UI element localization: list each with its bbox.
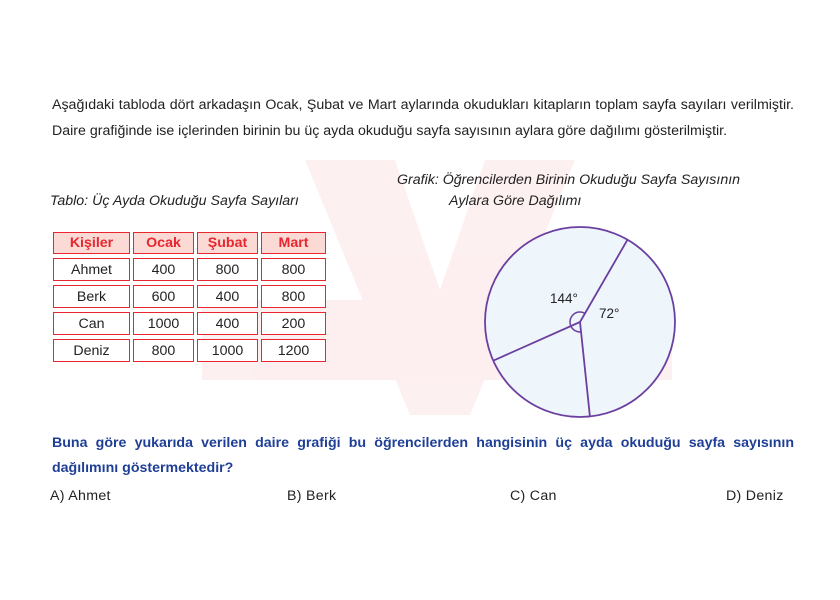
table-cell: 800: [197, 258, 258, 281]
pie-label: 72°: [599, 306, 620, 321]
table-cell: 800: [261, 258, 326, 281]
header-subat: Şubat: [197, 232, 258, 254]
header-mart: Mart: [261, 232, 326, 254]
table-cell: 200: [261, 312, 326, 335]
chart-caption-line2: Aylara Göre Dağılımı: [449, 193, 582, 209]
reading-table: [50, 228, 329, 366]
table-cell: 1000: [133, 312, 194, 335]
table-cell: Deniz: [53, 339, 130, 362]
table-cell: Can: [53, 312, 130, 335]
table-row: [53, 339, 326, 362]
pie-chart: [480, 218, 680, 418]
table-cell: 400: [197, 285, 258, 308]
table-cell: Ahmet: [53, 258, 130, 281]
table-cell: 1000: [197, 339, 258, 362]
table-cell: 600: [133, 285, 194, 308]
header-kisiler: Kişiler: [53, 232, 130, 254]
question-text: Buna göre yukarıda verilen daire grafiği bu öğrencilerden hangisinin üç ayda okuduğu sayfa sayısının dağılımını göstermektedir?: [52, 435, 794, 476]
option-b[interactable]: B) Berk: [287, 488, 337, 504]
pie-label: 144°: [550, 291, 578, 306]
option-d[interactable]: D) Deniz: [726, 488, 784, 504]
table-cell: 400: [197, 312, 258, 335]
option-a[interactable]: A) Ahmet: [50, 488, 111, 504]
table-row: [53, 285, 326, 308]
header-ocak: Ocak: [133, 232, 194, 254]
table-row: [53, 258, 326, 281]
table-cell: 1200: [261, 339, 326, 362]
table-cell: 400: [133, 258, 194, 281]
table-cell: 800: [261, 285, 326, 308]
option-c[interactable]: C) Can: [510, 488, 557, 504]
table-cell: Berk: [53, 285, 130, 308]
table-row: [53, 312, 326, 335]
table-header-row: [53, 232, 326, 254]
chart-caption-line1: Grafik: Öğrencilerden Birinin Okuduğu Sayfa Sayısının: [397, 172, 741, 188]
intro-text: Aşağıdaki tabloda dört arkadaşın Ocak, Şubat ve Mart aylarında okudukları kitapların toplam sayfa sayıları verilmiştir. Daire grafiğinde ise içlerinden birinin bu üç ayda okuduğu sayfa sayısının aylara göre dağılımı gösterilmiştir.: [52, 97, 794, 139]
table-caption: Tablo: Üç Ayda Okuduğu Sayfa Sayıları: [50, 193, 299, 209]
table-cell: 800: [133, 339, 194, 362]
